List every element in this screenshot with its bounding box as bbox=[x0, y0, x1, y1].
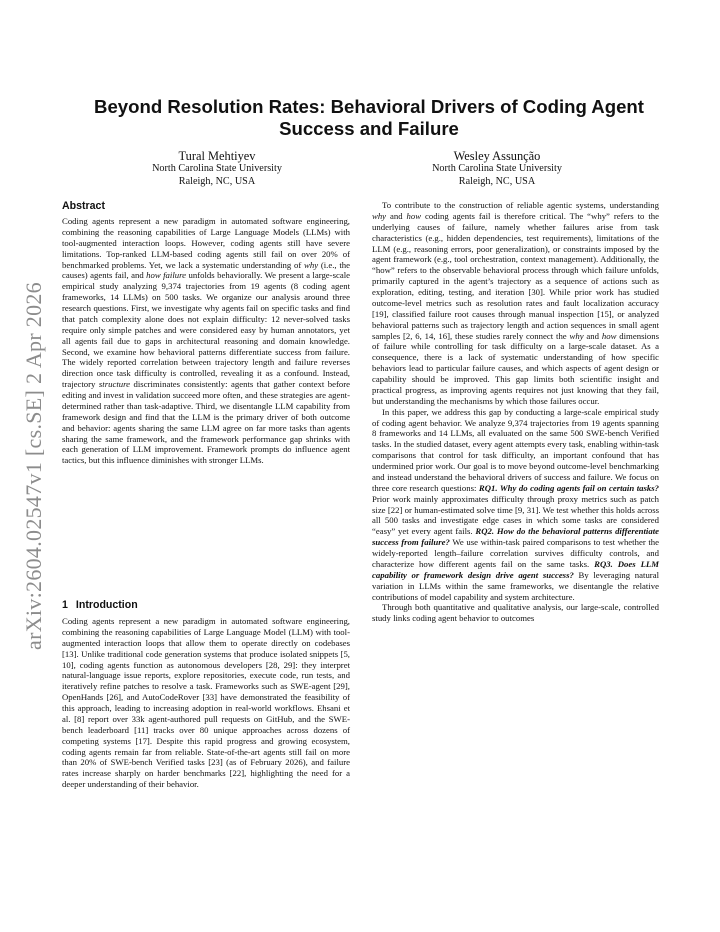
author-name: Tural Mehtiyev bbox=[178, 149, 256, 163]
introduction-paragraph: Through both quantitative and qualitative analysis, our large-scale, controlled study links coding agent behavior to outcomes bbox=[372, 602, 659, 624]
author-name: Wesley Assunção bbox=[453, 149, 541, 163]
introduction-heading bbox=[62, 599, 138, 612]
introduction-paragraph: To contribute to the construction of reliable agentic systems, understanding why and how coding agents fail is therefore critical. The “why” refers to the underlying causes of failure, namely whether failures arise from task characteristics (e.g., hidden dependencies, test requirements), limitations of the LLM (e.g., reasoning errors, poor generalization), or constraints imposed by the agent framework (e.g., tool orchestration, context management). Additionally, the “how” refers to the observable behavioral process through which failure unfolds, primarily captured in the agent’s trajectory as a sequence of actions such as exploration, editing, testing, and iteration [30]. While prior work has studied outcome-level metrics such as resolution rates and fault localization accuracy [19], classified failure root causes through manual inspection [15], or analyzed behavioral patterns such as trajectory length and action sequences in small agent samples [2, 6, 14, 16], these studies rarely connect the why and how dimensions of failure while controlling for task difficulty on a large-scale dataset. As a consequence, there is a lack of systematic understanding of how specific behaviors lead to particular failure causes, and which aspects of agent design or capability should be improved. This gap limits both scientific insight and practical progress, as improving agents requires not just knowing that they fail, but understanding the mechanisms by which those failures occur. bbox=[372, 200, 659, 406]
introduction-paragraph: Coding agents represent a new paradigm in automated software engineering, combining the reasoning capabilities of Large Language Model (LLM) with tool-augmented interaction loops that allow them to operate directly on codebases [13]. Unlike traditional code generation systems that produce isolated snippets [5, 10], coding agents function as autonomous developers [28, 29]: they interpret natural-language issue reports, explore repositories, execute code, run tests, and iteratively refine patches to resolve a task. Frameworks such as SWE-agent [29], OpenHands [26], and AutoCodeRover [33] have demonstrated the feasibility of this approach, leading to increasing adoption in real-world workflows. Ehsani et al. [8] report over 33k agent-authored pull requests on GitHub, and the SWE-bench leaderboard [11] tracks over 80 unique approaches across dozens of competing systems [17]. Despite this rapid progress and growing ecosystem, coding agents remain far from reliable. State-of-the-art agents still fail on more than 20% of SWE-bench Verified tasks [23] (as of February 2026), and failure rates increase sharply on harder benchmarks [22], highlighting the need for a deeper understanding of their behavior. bbox=[62, 616, 350, 790]
author-block bbox=[392, 149, 602, 188]
introduction-left-column bbox=[62, 616, 350, 790]
introduction-right-column bbox=[372, 200, 659, 624]
abstract-text: Coding agents represent a new paradigm in automated software engineering, combining the reasoning capabilities of Large Language Models (LLMs) with tool-augmented interaction loops. However, coding agents still have severe limitations. Top-ranked LLM-based coding agents still fail on over 20% of benchmarked problems. Yet, we lack a systematic understanding of why (i.e., the causes) agents fail, and how failure unfolds behaviorally. We present a large-scale empirical study analyzing 9,374 trajectories from 19 agents (8 coding agent frameworks, 14 LLMs) on 500 tasks. We organize our analysis around three research questions. First, we investigate why agents fail on specific tasks and find that patch complexity alone does not explain difficulty: 12 never-solved tasks require only simple patches and were considered easy by human annotators, yet all agents fail due to gaps in architectural reasoning and domain knowledge. Second, we examine how behavioral patterns differentiate success from failure. The widely reported correlation between trajectory length and failure reverses direction once task difficulty is controlled, revealing it as a confound. Instead, trajectory structure discriminates consistently: agents that gather context before editing and invest in validation succeed more often, and these strategies are agent-determined rather than task-adaptive. Third, we disentangle LLM capability from framework design and find that the LLM is the primary driver of both outcome and behavior: agents sharing the same LLM agree on far more tasks than agents sharing the same framework, and the framework performance gap shrinks with each generation of LLM improvement. Framework prompts do influence agent tactics, but this influence diminishes with stronger LLMs. bbox=[62, 216, 351, 466]
author-location: Raleigh, NC, USA bbox=[458, 175, 536, 187]
introduction-paragraph: In this paper, we address this gap by conducting a large-scale empirical study of coding agent behavior. We analyze 9,374 trajectories from 19 agents spanning 8 frameworks and 14 LLMs, all evaluated on the same 500 SWE-bench Verified tasks. In the studied dataset, every agent attempts every task, enabling within-task comparisons that control for task difficulty, an important confound that has undermined prior work. Our goal is to move beyond outcome-level benchmarking and instead understand the behavioral drivers of success and failure. We focus on three core research questions: RQ1. Why do coding agents fail on certain tasks? Prior work mainly approximates difficulty through proxy metrics such as patch size [22] or human-estimated solve time [9, 31]. We test whether this holds across all 500 tasks and investigate edge cases in which some tasks are considered “easy” yet every agent fails. RQ2. How do the behavioral patterns differentiate success from failure? We use within-task paired comparisons to test whether the widely-reported length–failure correlation survives difficulty controls, and characterize how different agents fail on the same tasks. RQ3. Does LLM capability or framework design drive agent success? By leveraging natural variation in LLMs within the same frameworks, we disentangle the relative contributions of model capability and system architecture. bbox=[372, 406, 659, 602]
arxiv-identifier bbox=[14, 256, 54, 676]
section-number: 1 bbox=[62, 599, 68, 611]
author-affiliation: North Carolina State University bbox=[152, 163, 282, 174]
section-title: Introduction bbox=[75, 599, 138, 611]
author-location: Raleigh, NC, USA bbox=[178, 175, 256, 187]
arxiv-identifier-text: arXiv:2604.02547v1 [cs.SE] 2 Apr 2026 bbox=[21, 282, 46, 650]
author-block bbox=[112, 149, 322, 188]
paper-title: Beyond Resolution Rates: Behavioral Drivers of Coding Agent Success and Failure bbox=[94, 96, 644, 139]
author-affiliation: North Carolina State University bbox=[432, 163, 562, 174]
abstract-section bbox=[62, 200, 350, 466]
abstract-heading: Abstract bbox=[62, 200, 105, 212]
